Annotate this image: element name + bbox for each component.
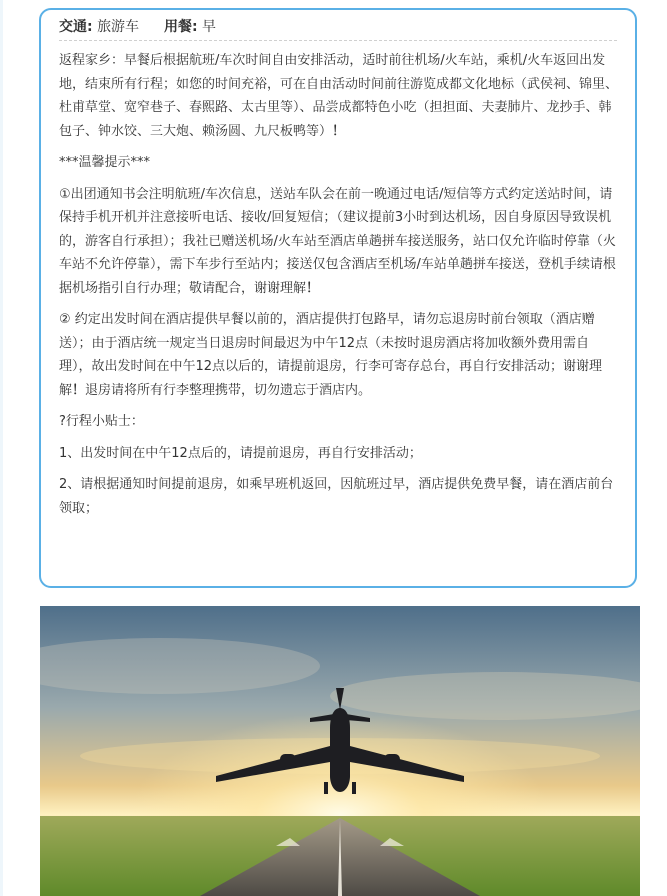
page-left-edge xyxy=(0,0,3,896)
tip-1: 1、出发时间在中午12点后的，请提前退房，再自行安排活动； xyxy=(59,445,422,461)
transport-value: 旅游车 xyxy=(97,19,140,35)
tip-2: 2、请根据通知时间提前退房，如乘早班机返回，因航班过早，酒店提供免费早餐，请在酒店前台领取； xyxy=(59,477,614,516)
itinerary-card xyxy=(39,8,637,588)
notice-1: ①出团通知书会注明航班/车次信息，送站车队会在前一晚通过电话/短信等方式约定送站时间，请保持手机开机并注意接听电话、接收/回复短信；（建议提前3小时到达机场，因自身原因导致误机的，游客自行承担）；我社已赠送机场/火车站至酒店单趟拼车接送服务，站口仅允许临时停靠（火车站不允许停靠），需下车步行至站内；接送仅包含酒店至机场/车站单趟拼车接送，登机手续请根据机场指引自行办理；敬请配合，谢谢理解！ xyxy=(59,186,616,296)
meal-label: 用餐: xyxy=(163,19,198,35)
return-paragraph: 返程家乡：早餐后根据航班/车次时间自由安排活动，适时前往机场/火车站，乘机/火车返回出发地，结束所有行程；如您的时间充裕，可在自由活动时间前往游览成都文化地标（武侯祠、锦里、杜甫草堂、宽窄巷子、春熙路、太古里等）、品尝成都特色小吃（担担面、夫妻肺片、龙抄手、韩包子、钟水饺、三大炮、赖汤圆、九尺板鸭等）！ xyxy=(59,53,619,139)
card-body xyxy=(59,49,619,528)
notice-2: ② 约定出发时间在酒店提供早餐以前的，酒店提供打包路早，请勿忘退房时前台领取（酒店赠送）；由于酒店统一规定当日退房时间最迟为中午12点（未按时退房酒店将加收额外费用需自理），故出发时间在中午12点以后的，请提前退房，行李可寄存总台，再自行安排活动；谢谢理解！退房请将所有行李整理携带，切勿遗忘于酒店内。 xyxy=(59,312,603,398)
meal-value: 早 xyxy=(202,19,217,35)
airplane-runway-image xyxy=(40,606,640,896)
card-header xyxy=(59,14,617,41)
tips-title: ***温馨提示*** xyxy=(59,155,151,170)
tips2-title: ?行程小贴士： xyxy=(59,414,144,429)
airplane-photo xyxy=(40,606,640,896)
transport-label: 交通: xyxy=(59,19,93,35)
